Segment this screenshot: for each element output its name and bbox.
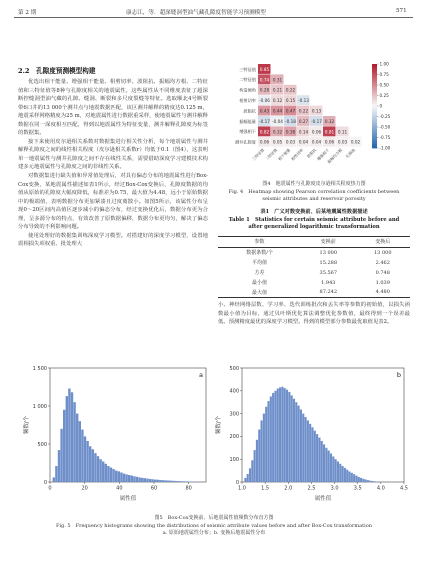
- histogram-bar: [157, 480, 159, 482]
- x-tick-label: 20: [81, 485, 88, 492]
- table-cell: 0.748: [375, 269, 390, 276]
- heatmap-value: -0.17: [259, 118, 270, 124]
- heatmap-x-label: 相剪切率: [289, 147, 305, 162]
- table-cell: 1.039: [375, 279, 390, 286]
- heatmap-value: 0.44: [272, 108, 283, 114]
- panel-letter: a: [199, 371, 203, 379]
- heatmap-value: 0.38: [285, 129, 296, 135]
- histogram-bar: [261, 420, 263, 482]
- y-axis-label: 频数/个: [216, 416, 222, 434]
- heatmap-value: 0.28: [259, 87, 270, 93]
- table-header-cell: 变换前: [301, 237, 355, 248]
- histogram-bar: [300, 409, 302, 482]
- histogram-bar: [318, 438, 320, 482]
- x-tick-label: 60: [150, 485, 158, 492]
- histogram-bar: [125, 474, 127, 482]
- table-cell: 13 000: [374, 249, 392, 256]
- heatmap-value: 0.14: [298, 129, 309, 135]
- heatmap-y-label: 二特征值: [239, 77, 256, 83]
- heatmap-value: 0.11: [337, 129, 348, 135]
- histogram-bar: [244, 478, 246, 482]
- fig5-caption-cn: 图5 Box-Cox变换前、后地震属性值频数分布直方图: [154, 515, 274, 521]
- fig4-caption-cn: 图4 地震属性与孔隙度皮尔逊相关程度热力图: [262, 181, 366, 187]
- heatmap-value: 0.05: [272, 139, 283, 145]
- x-tick-label: 4.0: [376, 485, 385, 492]
- x-tick-label: 3.0: [330, 485, 339, 492]
- heatmap-value: 0.06: [259, 139, 270, 145]
- histogram-bar: [342, 466, 344, 482]
- table-row: [218, 258, 410, 268]
- heatmap-x-label: 二特征值: [263, 147, 279, 162]
- histogram-bar: [73, 402, 75, 482]
- histogram-bar: [188, 481, 190, 482]
- heatmap-x-label: 相干能量: [276, 147, 292, 162]
- y-tick-label: 1 500: [32, 365, 47, 372]
- table-row: [218, 247, 410, 257]
- panel-letter: b: [396, 371, 402, 379]
- histogram-bar: [151, 479, 153, 482]
- heatmap-value: 0.31: [272, 77, 283, 83]
- colorbar-tick-label: 0.25: [379, 93, 389, 98]
- histogram-bar: [251, 460, 253, 482]
- histogram-bar: [133, 476, 135, 482]
- histogram-bar: [146, 479, 148, 482]
- colorbar-segment: [372, 146, 377, 149]
- histogram-bar: [344, 468, 346, 482]
- histogram-bar: [274, 391, 276, 482]
- histogram-bar: [365, 479, 367, 482]
- histogram-bar: [249, 468, 251, 482]
- table1-title: [214, 209, 414, 232]
- heatmap-y-label: 相剪切率: [239, 98, 256, 103]
- fig5-subcaption: a. 原始地震属性分布；b. 变换后地震属性分布: [162, 530, 266, 536]
- heatmap-value: 0.47: [285, 108, 296, 114]
- histogram-bar: [99, 459, 101, 482]
- x-tick-label: 2.0: [284, 485, 293, 492]
- colorbar-tick-label: 0.75: [379, 72, 389, 77]
- histogram-bar: [279, 387, 281, 482]
- heatmap-value: 0.06: [311, 129, 322, 135]
- table-header-cell: 变换后: [356, 237, 410, 248]
- fig4-caption: [214, 181, 414, 204]
- heatmap-value: 0.32: [324, 118, 335, 124]
- y-tick-label: 400: [229, 388, 239, 395]
- histogram-bar: [295, 402, 297, 482]
- histogram-bar: [144, 478, 146, 482]
- heatmap-x-label: 三特征值: [250, 147, 266, 162]
- table-header-row: [218, 237, 410, 248]
- y-tick-label: 300: [229, 411, 239, 418]
- histogram-bar: [167, 480, 169, 482]
- heatmap-value: -0.18: [285, 118, 296, 124]
- histogram-bar: [307, 420, 309, 482]
- heatmap-value: 0.85: [259, 66, 270, 72]
- histogram-bar: [141, 478, 143, 482]
- table1-title-en-2: after generalized logarithmic transformation: [248, 224, 380, 230]
- histogram-bar: [362, 479, 364, 482]
- histogram-bar: [110, 468, 112, 482]
- x-tick-label: 40: [116, 485, 123, 492]
- colorbar-tick-label: 0.50: [379, 82, 389, 88]
- heatmap-x-label: 振幅均方根: [326, 147, 344, 165]
- table-cell: 87.242: [301, 287, 355, 297]
- colorbar-tick-label: 1.00: [379, 61, 389, 67]
- table-row: [218, 287, 410, 297]
- heatmap-y-label: 振幅能量: [239, 118, 256, 124]
- histogram-bar: [321, 441, 323, 482]
- histogram-bar: [270, 397, 272, 483]
- histogram-bar: [291, 395, 293, 482]
- histogram-bar: [309, 424, 311, 482]
- histogram-bar: [293, 399, 295, 482]
- histogram-bar: [71, 392, 73, 482]
- heatmap-value: 0.43: [259, 108, 270, 114]
- fig5-caption: [14, 515, 414, 538]
- x-tick-label: 80: [185, 485, 192, 492]
- histogram-bar: [346, 470, 348, 482]
- table-cell: 4.480: [356, 287, 410, 297]
- heatmap-x-label: 孔隙度: [344, 147, 357, 159]
- heatmap-y-label: 构造倾角: [239, 87, 256, 93]
- heatmap-value: 0.21: [272, 87, 283, 93]
- heatmap-y-label: 测井孔隙度: [235, 139, 256, 145]
- y-tick-label: 0: [43, 479, 47, 486]
- heatmap-value: 0.32: [272, 129, 283, 135]
- x-tick-label: 1.5: [261, 485, 270, 492]
- fig5-histogram-b: [214, 362, 410, 504]
- histogram-bar: [358, 477, 360, 482]
- histogram-bar: [247, 474, 249, 482]
- histogram-bar: [159, 480, 161, 482]
- y-tick-label: 500: [37, 441, 47, 448]
- heatmap-value: -0.06: [259, 98, 270, 104]
- histogram-bar: [115, 471, 117, 482]
- histogram-bar: [128, 475, 130, 482]
- heatmap-value: 0.06: [324, 139, 335, 145]
- table-row: [218, 268, 410, 278]
- histogram-bar: [265, 407, 267, 482]
- y-tick-label: 1 000: [32, 403, 47, 410]
- y-tick-label: 500: [229, 365, 239, 372]
- histogram-bar: [131, 476, 133, 482]
- histogram-bar: [314, 431, 316, 482]
- histogram-bar: [316, 434, 318, 482]
- section-title: 2.2 孔隙度预测模型构建: [18, 67, 96, 75]
- histogram-bar: [272, 393, 274, 482]
- histogram-bar: [138, 477, 140, 482]
- colorbar-tick-label: 0: [379, 103, 383, 109]
- table-cell: 1.943: [321, 279, 336, 286]
- heatmap-value: 0.04: [311, 139, 322, 145]
- histogram-bar: [107, 466, 109, 482]
- histogram-bar: [79, 421, 81, 482]
- heatmap-value: 0.02: [350, 139, 361, 145]
- heatmap-value: 0.15: [285, 98, 296, 104]
- histogram-bar: [97, 456, 99, 482]
- right-column: [218, 301, 410, 327]
- header-rule: [14, 17, 413, 18]
- histogram-bar: [84, 436, 86, 482]
- table-cell: 13 000: [319, 249, 338, 256]
- table1-title-en-1: Table 1 Statistics for certain seismic attribute before and: [228, 216, 400, 223]
- histogram-bar: [63, 410, 65, 482]
- histogram-bar: [180, 481, 182, 482]
- histogram-bar: [372, 481, 374, 482]
- heatmap-value: 0.81: [324, 129, 335, 135]
- heatmap-x-label: 波阻抗: [305, 147, 318, 159]
- histogram-bar: [281, 387, 283, 482]
- fig4-caption-en-1: Fig. 4 Heatmap showing Pearson correlation coefficients between: [228, 188, 400, 195]
- paragraph: 小、神经网络层数、学习率、迭代训练批次和丢失率等参数的初始值，以损失函数最小值为目标，通过贝叶斯优化算法调整优化参数值，最终得到一个误差最低、预测精度最优的深度学习模型。得到的模型部分参数最优取值见表2。: [218, 302, 410, 326]
- heatmap-value: 0.12: [272, 98, 283, 104]
- histogram-bar: [360, 478, 362, 482]
- histogram-bar: [149, 479, 151, 482]
- histogram-bar: [263, 414, 265, 482]
- histogram-bar: [348, 472, 350, 482]
- colorbar-tick-label: -0.50: [379, 124, 391, 130]
- histogram-bar: [177, 481, 179, 482]
- histogram-bar: [164, 480, 166, 482]
- x-tick-label: 1.0: [238, 485, 246, 492]
- table-header-cell: 参数: [218, 237, 301, 248]
- heatmap-value: 0.74: [259, 77, 270, 83]
- histogram-bar: [258, 430, 260, 482]
- table1-title-cn: 表1 广义对数变换前、后某地震属性数据描述: [260, 209, 368, 215]
- paragraph: 使用处理好的数据集训练深度学习模型。对搭建好的深度学习模型，设置地震相损失项权重、批处理大: [18, 232, 208, 248]
- histogram-bar: [162, 480, 164, 482]
- histogram-bar: [170, 481, 172, 482]
- paragraph: 优选出相干能量、增强相干能量、相剪切率、波阻抗、振幅均方根、二特征值和三特征值等8种与孔隙度相关的地震属性，这些属性从不同维度表征了超深断控缝洞型油气藏的孔隙、缝洞、断裂和多尺度裂缝等特征。选取顺北4号断裂带6口井的13 000个测井点与地震数据匹配，该区测井解释的精度达0.125 m，地震采样网格精度为25 m，对地震属性进行数据重采样，使地震属性与测井解释数据在同一深度相互匹配，得到以地震属性为特征变量，测井解释孔隙度为标签的数据集。: [18, 79, 208, 137]
- heatmap-value: -0.04: [272, 118, 283, 124]
- x-axis-label: 属性值: [119, 496, 137, 502]
- table-cell: 35.567: [319, 269, 338, 276]
- table-cell: 15.288: [319, 259, 338, 266]
- table-cell: 方差: [254, 270, 265, 277]
- colorbar-tick-label: -0.75: [379, 135, 391, 140]
- table-row: [218, 278, 410, 288]
- histogram-bar: [102, 461, 104, 482]
- histogram-bar: [254, 450, 256, 482]
- paragraph: 对数据集进行缺失值和异常值处理后，对具有偏态分布的地震属性进行Box-Cox变换，某地震属性描述如表1所示，经过Box-Cox变换后，孔隙度数据的均值从原始的孔隙度大幅度降低，标准差为0.75，最大值为4.48，远小于原始数据中的极端值，表明数据分布更加紧凑且过度离散小。如图5所示，该属性分布呈现0～20区间内高值区逐步减小的偏态分布，经过变换优化后，数据分布更为合理，呈多源分布的特点，有效改善了原数据偏移，数据分布更均匀，解决了偏态分布导致的不利影响问题。: [18, 173, 208, 231]
- heatmap-y-label: 波阻抗: [243, 108, 256, 114]
- x-tick-label: 3.5: [353, 485, 362, 492]
- x-tick-label: 4.5: [400, 485, 408, 492]
- histogram-bar: [66, 396, 68, 482]
- histogram-bar: [355, 476, 357, 482]
- histogram-bar: [304, 417, 306, 482]
- histogram-bar: [92, 449, 94, 482]
- y-tick-label: 200: [229, 434, 239, 441]
- y-axis-label: 频数/个: [24, 416, 30, 434]
- histogram-bar: [330, 454, 332, 483]
- histogram-bar: [325, 448, 327, 482]
- fig5-histogram-a: [22, 362, 212, 504]
- histogram-bar: [185, 481, 187, 482]
- colorbar-tick-label: -1.00: [379, 145, 391, 151]
- histogram-bar: [369, 481, 371, 482]
- heatmap-value: 0.82: [259, 129, 270, 135]
- heatmap-y-label: 三特征值: [239, 66, 256, 72]
- histogram-bar: [60, 429, 62, 482]
- heatmap-value: 0.22: [298, 108, 309, 114]
- heatmap-value: -0.17: [311, 118, 322, 124]
- histogram-bar: [120, 473, 122, 483]
- histogram-bar: [367, 480, 369, 482]
- left-column: [18, 78, 208, 249]
- histogram-bar: [175, 481, 177, 482]
- histogram-bar: [89, 446, 91, 482]
- histogram-bar: [136, 477, 138, 482]
- histogram-bar: [76, 414, 78, 482]
- header-issue: 第 2 期: [18, 10, 37, 16]
- table-cell: 平均值: [252, 260, 268, 267]
- fig5-caption-en: Fig. 5 Frequency histograms showing the distributions of seismic attribute values before and after Box-Cox transformation: [55, 522, 372, 529]
- fig4-caption-en-2: seismic attributes and reservoir porosity: [262, 196, 366, 202]
- x-tick-label: 2.5: [307, 485, 316, 492]
- header-page-number: 571: [396, 8, 407, 14]
- table-cell: 2.462: [375, 259, 390, 266]
- histogram-bar: [53, 477, 55, 482]
- heatmap-value: 0.03: [337, 139, 348, 145]
- y-tick-label: 100: [229, 457, 239, 463]
- histogram-bar: [284, 388, 286, 482]
- histogram-bar: [286, 390, 288, 482]
- heatmap-value: 0.13: [311, 108, 322, 114]
- header-running-title: 康志江，等．超深缝洞型油气藏孔隙度智能学习预测模型: [126, 10, 266, 16]
- histogram-bar: [81, 430, 83, 482]
- x-tick-label: 0: [48, 485, 52, 492]
- histogram-bar: [288, 392, 290, 482]
- paragraph: 接下来使用皮尔逊相关系数对数据集进行相关性分析，每个地震属性与测井解释孔隙度之间的线性相关程度（皮尔逊相关系数r）均低于0.1（图4），这表明单一地震属性与测井孔隙度之间不存在线性关系，需要借助深度学习建模技术构建多元地震属性与孔隙度之间的非线性关系。: [18, 138, 208, 171]
- histogram-bar: [374, 481, 376, 482]
- heatmap-x-label: 增强相干: [315, 147, 331, 162]
- histogram-bar: [256, 440, 258, 482]
- histogram-bar: [351, 473, 353, 482]
- histogram-bar: [332, 456, 334, 482]
- histogram-bar: [58, 450, 60, 482]
- histogram-bar: [55, 466, 57, 482]
- table1: [218, 236, 410, 298]
- fig4-heatmap: [216, 58, 412, 180]
- y-tick-label: 0: [235, 479, 239, 486]
- histogram-bar: [154, 480, 156, 482]
- histogram-bar: [277, 389, 279, 482]
- histogram-bar: [118, 471, 120, 482]
- histogram-bar: [298, 406, 300, 482]
- heatmap-value: -0.13: [298, 98, 309, 104]
- histogram-bar: [337, 461, 339, 482]
- table-cell: 数据条数/个: [246, 250, 273, 257]
- histogram-bar: [267, 401, 269, 482]
- table-cell: 最小值: [252, 280, 268, 286]
- heatmap-value: 0.27: [298, 118, 309, 124]
- histogram-bar: [105, 464, 107, 482]
- heatmap-y-label: 增强相干: [239, 129, 256, 135]
- colorbar-tick-label: -0.25: [379, 114, 391, 119]
- histogram-bar: [94, 453, 96, 482]
- histogram-bar: [311, 427, 313, 482]
- heatmap-value: 0.22: [285, 87, 296, 93]
- histogram-bar: [112, 469, 114, 482]
- histogram-bar: [68, 389, 70, 482]
- histogram-bar: [323, 444, 325, 482]
- table-cell: 最大值: [218, 287, 301, 297]
- histogram-bar: [183, 481, 185, 482]
- histogram-bar: [86, 441, 88, 482]
- heatmap-value: 0.04: [298, 139, 309, 145]
- x-axis-label: 属性值: [314, 496, 332, 502]
- histogram-bar: [172, 481, 174, 482]
- histogram-bar: [353, 474, 355, 482]
- histogram-bar: [328, 451, 330, 482]
- histogram-bar: [302, 414, 304, 482]
- histogram-bar: [339, 464, 341, 482]
- histogram-bar: [123, 474, 125, 482]
- heatmap-value: 0.03: [285, 139, 296, 145]
- histogram-bar: [335, 459, 337, 482]
